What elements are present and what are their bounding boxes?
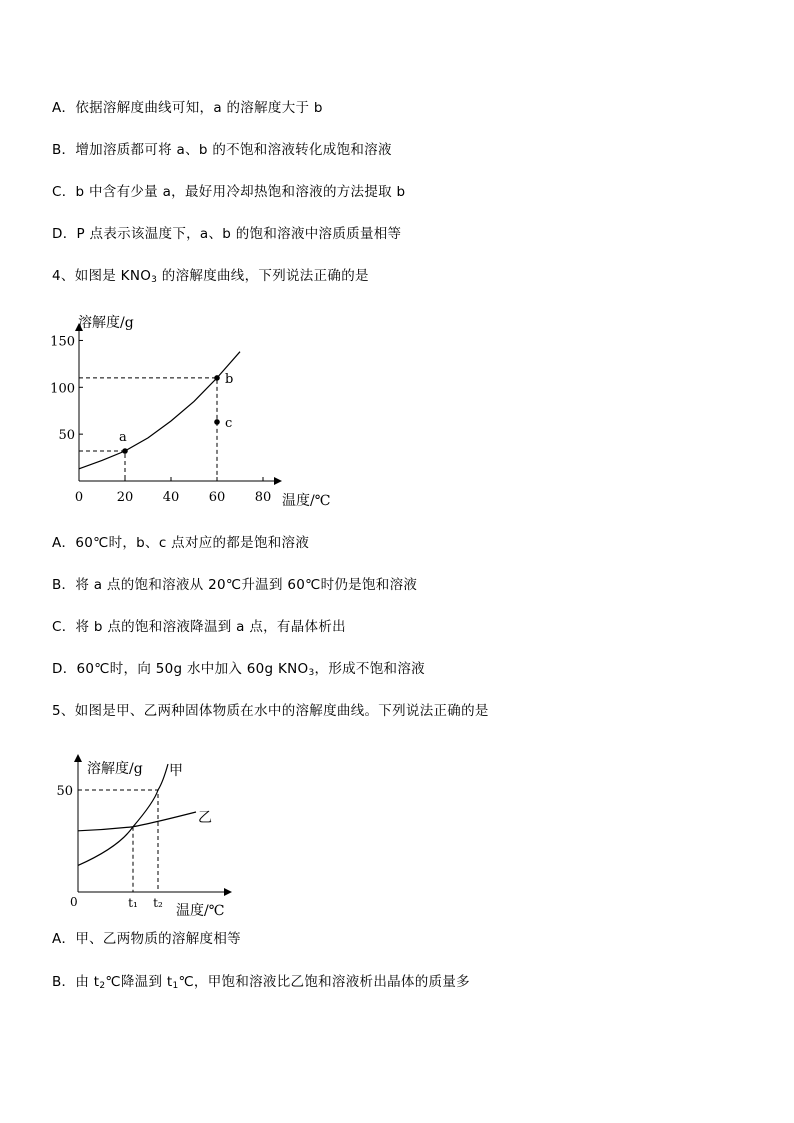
q5-option-a: A．甲、乙两物质的溶解度相等	[52, 931, 241, 947]
chart1-y-tick-label: 50	[58, 428, 75, 444]
chart2-y-tick-label: 50	[56, 784, 73, 799]
q4-option-b: B．将 a 点的饱和溶液从 20℃升温到 60℃时仍是饱和溶液	[52, 577, 418, 593]
q4-option-c: C．将 b 点的饱和溶液降温到 a 点，有晶体析出	[52, 619, 346, 635]
chart1-ylabel: 溶解度/g	[78, 315, 134, 331]
chart2-guide-t2	[78, 790, 158, 892]
chart2-x-tick-label: t₂	[153, 896, 163, 910]
chart1-point-c	[214, 419, 220, 425]
q4-option-d: D．60℃时，向 50g 水中加入 60g $KNO_3$，形成不饱和溶液	[52, 661, 425, 678]
q5-option-b: B．由 $t_2℃$降温到 $t_1℃$，甲饱和溶液比乙饱和溶液析出晶体的质量多	[52, 974, 470, 991]
q3-option-d: D．P 点表示该温度下，a、b 的饱和溶液中溶质质量相等	[52, 226, 402, 242]
chart1-guide-a	[79, 451, 125, 481]
chart1-guide-b	[79, 378, 217, 481]
chart1-x-tick-label: 80	[254, 490, 272, 505]
chart2-curve-yi	[78, 812, 196, 831]
chart2-x-tick-label: t₁	[128, 896, 138, 910]
chart1-point-label-c: c	[225, 415, 233, 431]
chart1-point-b	[214, 375, 220, 381]
q3-option-c: C．b 中含有少量 a，最好用冷却热饱和溶液的方法提取 b	[52, 184, 406, 200]
chart1-x-tick-label: 0	[74, 490, 84, 505]
chart1-point-a	[122, 448, 128, 454]
chart2-curve-jia	[78, 764, 168, 865]
chart1-xlabel: 温度/℃	[282, 493, 331, 509]
chart2-origin-label: 0	[70, 895, 78, 909]
chart1-curve	[79, 352, 240, 469]
chart2-xlabel: 温度/℃	[176, 903, 225, 919]
chart1-y-tick-label: 150	[50, 334, 75, 350]
chart1-x-tick-label: 60	[208, 490, 226, 505]
chart2-ylabel: 溶解度/g	[87, 761, 143, 777]
chart1-x-tick-label: 20	[116, 490, 134, 505]
chart1-point-label-b: b	[225, 371, 234, 387]
chart2-series-label-yi: 乙	[198, 810, 212, 826]
q4-option-a: A．60℃时，b、c 点对应的都是饱和溶液	[52, 535, 310, 551]
q4-stem: 4、如图是 $KNO_3$ 的溶解度曲线，下列说法正确的是	[52, 268, 369, 285]
q3-option-b: B．增加溶质都可将 a、b 的不饱和溶液转化成饱和溶液	[52, 142, 392, 158]
q3-option-a: A．依据溶解度曲线可知，a 的溶解度大于 b	[52, 100, 323, 116]
chart1-point-label-a: a	[119, 430, 127, 446]
q5-stem: 5、如图是甲、乙两种固体物质在水中的溶解度曲线。下列说法正确的是	[52, 703, 489, 719]
chart1-y-tick-label: 100	[50, 381, 75, 397]
chart1-x-tick-label: 40	[162, 490, 180, 505]
chart2-series-label-jia: 甲	[169, 763, 183, 779]
